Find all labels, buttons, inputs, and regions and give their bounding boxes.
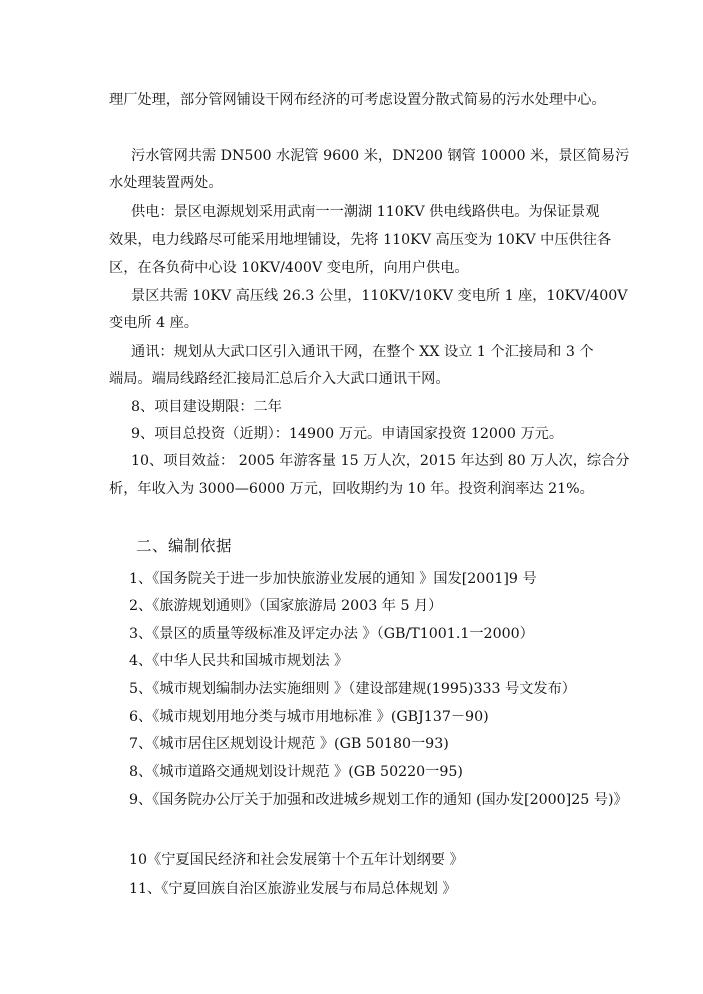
reference-item: 1、《国务院关于进一步加快旅游业发展的通知 》国发[2001]9 号 xyxy=(129,571,537,587)
body-line: 供电：景区电源规划采用武南一一潮湖 110KV 供电线路供电。为保证景观 xyxy=(131,204,600,220)
reference-item: 10《宁夏国民经济和社会发展第十个五年计划纲要 》 xyxy=(129,852,464,868)
reference-item: 9、《国务院办公厅关于加强和改进城乡规划工作的通知 (国办发[2000]25 号)》 xyxy=(129,792,628,808)
body-line: 区，在各负荷中心设 10KV/400V 变电所，向用户供电。 xyxy=(109,260,469,276)
section-heading: 二、编制依据 xyxy=(136,537,233,555)
reference-item: 3、《景区的质量等级标准及评定办法 》（GB/T1001.1一2000） xyxy=(129,626,534,642)
body-line: 水处理装置两处。 xyxy=(109,175,223,191)
body-line: 10、项目效益： 2005 年游客量 15 万人次，2015 年达到 80 万人次，综合分 xyxy=(131,453,630,469)
body-line: 端局。端局线路经汇接局汇总后介入大武口通讯干网。 xyxy=(109,371,450,387)
body-line: 理厂处理，部分管网铺设干网布经济的可考虑设置分散式简易的污水处理中心。 xyxy=(109,92,606,108)
reference-item: 11、《宁夏回族自治区旅游业发展与布局总体规划 》 xyxy=(129,881,457,897)
body-line: 析，年收入为 3000—6000 万元，回收期约为 10 年。投资利润率达 21%。 xyxy=(109,481,594,497)
reference-item: 5、《城市规划编制办法实施细则 》（建设部建规(1995)333 号文发布） xyxy=(129,681,576,697)
reference-item: 8、《城市道路交通规划设计规范 》(GB 50220一95) xyxy=(129,764,463,780)
body-line: 变电所 4 座。 xyxy=(109,315,198,331)
reference-item: 6、《城市规划用地分类与城市用地标准 》(GBJ137－90) xyxy=(129,709,489,725)
body-line: 8、项目建设期限：二年 xyxy=(131,399,282,415)
body-line: 通讯：规划从大武口区引入通讯干网，在整个 XX 设立 1 个汇接局和 3 个 xyxy=(131,344,594,360)
body-line: 景区共需 10KV 高压线 26.3 公里，110KV/10KV 变电所 1 座，10KV/400V xyxy=(131,288,628,304)
body-line: 效果，电力线路尽可能采用地埋铺设，先将 110KV 高压变为 10KV 中压供往各 xyxy=(109,232,612,248)
reference-item: 2、《旅游规划通则》（国家旅游局 2003 年 5 月） xyxy=(129,598,443,614)
body-line: 污水管网共需 DN500 水泥管 9600 米，DN200 钢管 10000 米，景区简易污 xyxy=(131,148,630,164)
reference-item: 7、《城市居住区规划设计规范 》(GB 50180一93) xyxy=(129,736,449,752)
body-line: 9、项目总投资（近期）：14900 万元。申请国家投资 12000 万元。 xyxy=(131,426,564,442)
reference-item: 4、《中华人民共和国城市规划法 》 xyxy=(129,653,349,669)
